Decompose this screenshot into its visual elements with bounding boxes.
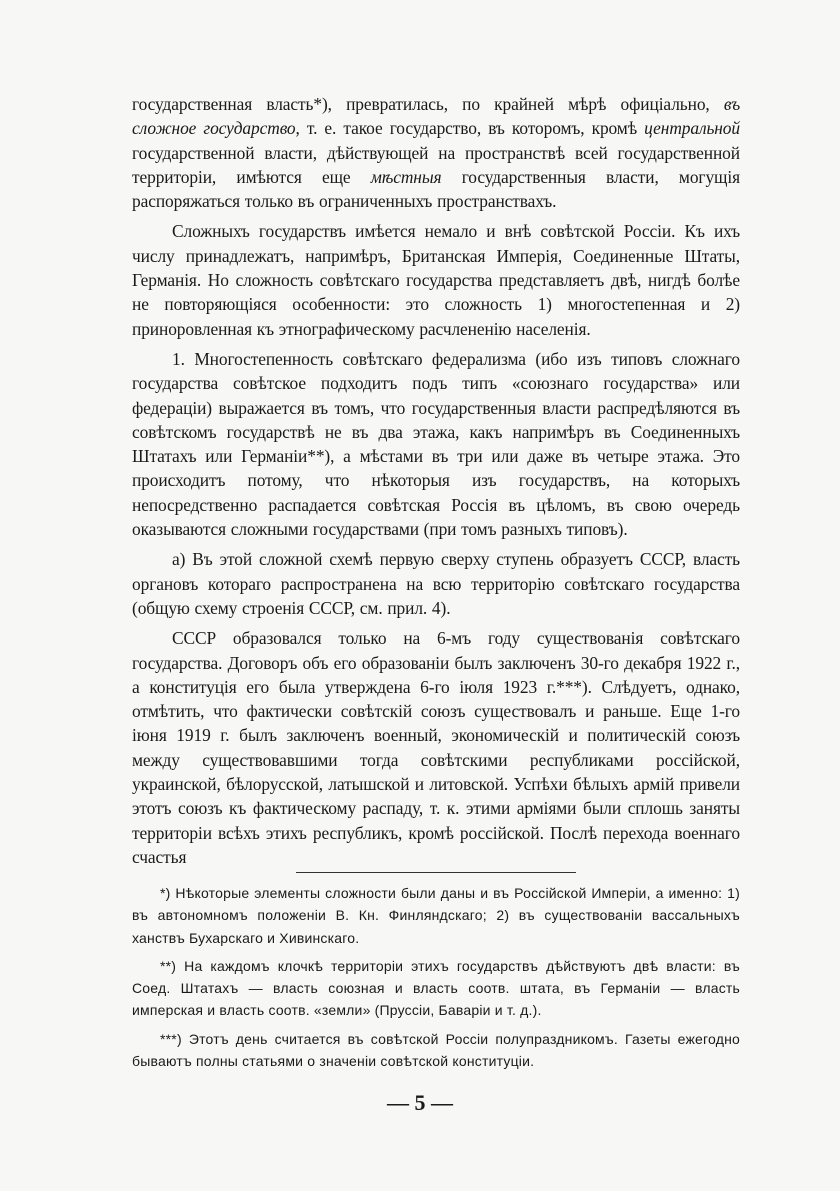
footnote-1: *) Нѣкоторые элементы сложности были даны и въ Россійской Имперіи, а именно: 1) въ автономномъ положеніи В. Кн. Финляндскаго; 2) въ существованіи вассальныхъ ханствъ Бухарскаго и Хивинскаго. bbox=[132, 885, 740, 946]
footnotes bbox=[132, 882, 740, 1078]
italic-term: мѣстныя bbox=[370, 166, 442, 187]
text-run: государственныя власти, могущія распоряжаться только въ ограниченныхъ пространствахъ. bbox=[132, 166, 740, 212]
italic-term: въ сложное государство bbox=[132, 94, 740, 139]
paragraph-2: Сложныхъ государствъ имѣется немало и внѣ совѣтской Россіи. Къ ихъ числу принадлежатъ, напримѣръ, Британская Имперія, Соединенные Штаты, Германія. Но сложность совѣтскаго государства представляетъ двѣ, нигдѣ болѣе не повторяющіяся особенности: это сложность 1) многостепенная и 2) приноровленная къ этнографическому расчлененію населенія. bbox=[132, 221, 740, 339]
paragraph-5: СССР образовался только на 6-мъ году существованія совѣтскаго государства. Договоръ объ его образованіи былъ заключенъ 30-го декабря 1922 г., а конституція его была утверждена 6-го іюля 1923 г.***). Слѣдуетъ, однако, отмѣтить, что фактически совѣтскій союзъ существовалъ и раньше. Еще 1-го іюня 1919 г. былъ заключенъ военный, экономическій и политическій союзъ между существовавшими тогда совѣтскими республиками россійской, украинской, бѣлорусской, латышской и литовской. Успѣхи бѣлыхъ армій привели этотъ союзъ къ фактическому распаду, т. к. этими арміями были сплошь заняты территоріи всѣхъ этихъ республикъ, кромѣ россійской. Послѣ перехода военнаго счастья bbox=[132, 628, 740, 867]
footnote-2: **) На каждомъ клочкѣ территоріи этихъ государствъ дѣйствуютъ двѣ власти: въ Соед. Штатахъ — власть союзная и власть соотв. штата, въ Германіи — власть имперская и власть соотв. «земли» (Пруссіи, Баваріи и т. д.). bbox=[132, 957, 740, 1019]
footnote-3: ***) Этотъ день считается въ совѣтской Россіи полупраздникомъ. Газеты ежегодно бываютъ полны статьями о значеніи совѣтской конституціи. bbox=[132, 1030, 740, 1070]
text-run: государственной власти, дѣйствующей на пространствѣ всей государственной территоріи, имѣются еще bbox=[132, 142, 740, 187]
footnote-divider bbox=[296, 872, 576, 873]
italic-term: центральной bbox=[644, 118, 740, 139]
page-number: — 5 — bbox=[387, 1090, 453, 1115]
paragraph-4: а) Въ этой сложной схемѣ первую сверху ступень образуетъ СССР, власть органовъ котораго распространена на всю территорію совѣтскаго государства (общую схему строенія СССР, см. прил. 4). bbox=[132, 549, 740, 618]
main-text bbox=[132, 92, 740, 875]
text-run: , т. е. такое государство, въ которомъ, кромѣ bbox=[295, 118, 645, 139]
paragraph-1 bbox=[132, 92, 740, 213]
paragraph-3: 1. Многостепенность совѣтскаго федерализма (ибо изъ типовъ сложнаго государства совѣтское подходитъ подъ типъ «союзнаго государства» или федераціи) выражается въ томъ, что государственныя власти распредѣляются въ совѣтскомъ государствѣ не въ два этажа, какъ напримѣръ въ Соединенныхъ Штатахъ или Германіи**), а мѣстами въ три или даже въ четыре этажа. Это происходитъ потому, что нѣкоторыя изъ государствъ, на которыхъ непосредственно распадается совѣтская Россія въ цѣломъ, въ свою очередь оказываются сложными государствами (при томъ разныхъ типовъ). bbox=[132, 348, 740, 540]
text-run: государственная власть*), превратилась, по крайней мѣрѣ офиціально, bbox=[132, 94, 724, 114]
